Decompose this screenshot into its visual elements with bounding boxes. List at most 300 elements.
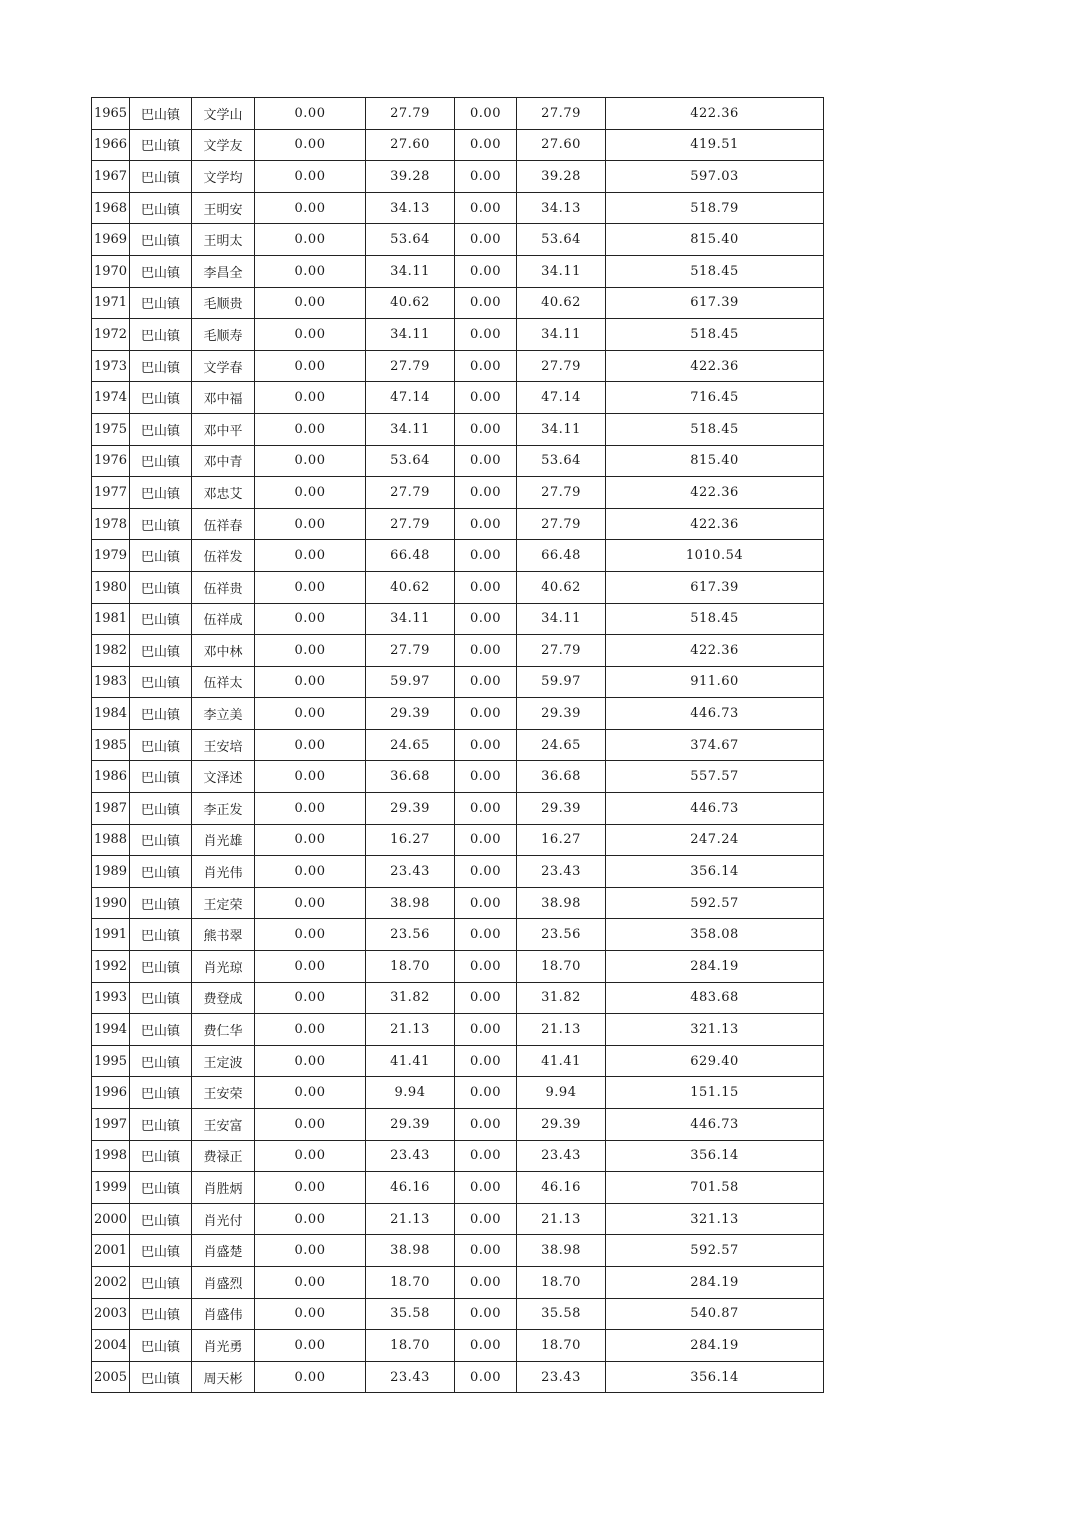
row-number-cell: 1993 — [92, 982, 130, 1014]
name-cell: 肖光伟 — [192, 856, 255, 888]
value-cell-1: 0.00 — [255, 824, 366, 856]
value-cell-4: 40.62 — [517, 287, 606, 319]
value-cell-1: 0.00 — [255, 1235, 366, 1267]
name-cell: 王明安 — [192, 192, 255, 224]
name-cell: 邓中平 — [192, 413, 255, 445]
value-cell-4: 23.43 — [517, 1361, 606, 1393]
value-cell-5: 422.36 — [606, 508, 824, 540]
table-row — [92, 413, 824, 445]
value-cell-5: 422.36 — [606, 477, 824, 509]
row-number-cell: 1988 — [92, 824, 130, 856]
value-cell-2: 59.97 — [366, 666, 455, 698]
value-cell-4: 18.70 — [517, 951, 606, 983]
value-cell-3: 0.00 — [455, 571, 517, 603]
town-cell: 巴山镇 — [130, 1298, 192, 1330]
value-cell-2: 34.13 — [366, 192, 455, 224]
row-number-cell: 1965 — [92, 98, 130, 130]
value-cell-4: 31.82 — [517, 982, 606, 1014]
table-row — [92, 508, 824, 540]
value-cell-5: 701.58 — [606, 1172, 824, 1204]
row-number-cell: 1990 — [92, 887, 130, 919]
town-cell: 巴山镇 — [130, 571, 192, 603]
town-cell: 巴山镇 — [130, 887, 192, 919]
value-cell-4: 41.41 — [517, 1045, 606, 1077]
value-cell-4: 23.43 — [517, 1140, 606, 1172]
town-cell: 巴山镇 — [130, 1077, 192, 1109]
table-row — [92, 1266, 824, 1298]
value-cell-5: 597.03 — [606, 161, 824, 193]
name-cell: 李正发 — [192, 793, 255, 825]
name-cell: 费登成 — [192, 982, 255, 1014]
value-cell-2: 29.39 — [366, 698, 455, 730]
table-row — [92, 1298, 824, 1330]
value-cell-2: 23.43 — [366, 1361, 455, 1393]
value-cell-3: 0.00 — [455, 382, 517, 414]
table-row — [92, 1361, 824, 1393]
town-cell: 巴山镇 — [130, 729, 192, 761]
value-cell-3: 0.00 — [455, 729, 517, 761]
value-cell-2: 34.11 — [366, 319, 455, 351]
value-cell-1: 0.00 — [255, 1172, 366, 1204]
row-number-cell: 2002 — [92, 1266, 130, 1298]
table-row — [92, 793, 824, 825]
name-cell: 熊书翠 — [192, 919, 255, 951]
table-row — [92, 951, 824, 983]
value-cell-3: 0.00 — [455, 129, 517, 161]
value-cell-2: 27.79 — [366, 350, 455, 382]
value-cell-3: 0.00 — [455, 761, 517, 793]
row-number-cell: 2004 — [92, 1330, 130, 1362]
row-number-cell: 1995 — [92, 1045, 130, 1077]
value-cell-1: 0.00 — [255, 1045, 366, 1077]
row-number-cell: 1989 — [92, 856, 130, 888]
value-cell-1: 0.00 — [255, 382, 366, 414]
value-cell-1: 0.00 — [255, 1203, 366, 1235]
value-cell-2: 16.27 — [366, 824, 455, 856]
table-row — [92, 982, 824, 1014]
value-cell-2: 23.43 — [366, 856, 455, 888]
town-cell: 巴山镇 — [130, 1266, 192, 1298]
value-cell-3: 0.00 — [455, 1172, 517, 1204]
row-number-cell: 1979 — [92, 540, 130, 572]
value-cell-5: 540.87 — [606, 1298, 824, 1330]
value-cell-4: 36.68 — [517, 761, 606, 793]
row-number-cell: 1970 — [92, 255, 130, 287]
row-number-cell: 2005 — [92, 1361, 130, 1393]
value-cell-1: 0.00 — [255, 540, 366, 572]
value-cell-2: 27.60 — [366, 129, 455, 161]
value-cell-4: 66.48 — [517, 540, 606, 572]
value-cell-2: 27.79 — [366, 635, 455, 667]
table-row — [92, 1140, 824, 1172]
value-cell-1: 0.00 — [255, 982, 366, 1014]
town-cell: 巴山镇 — [130, 382, 192, 414]
row-number-cell: 1980 — [92, 571, 130, 603]
value-cell-1: 0.00 — [255, 635, 366, 667]
value-cell-4: 59.97 — [517, 666, 606, 698]
town-cell: 巴山镇 — [130, 161, 192, 193]
table-row — [92, 1045, 824, 1077]
name-cell: 邓中福 — [192, 382, 255, 414]
value-cell-5: 592.57 — [606, 1235, 824, 1267]
value-cell-1: 0.00 — [255, 413, 366, 445]
value-cell-5: 321.13 — [606, 1203, 824, 1235]
table-row — [92, 698, 824, 730]
row-number-cell: 1982 — [92, 635, 130, 667]
value-cell-2: 35.58 — [366, 1298, 455, 1330]
row-number-cell: 1971 — [92, 287, 130, 319]
table-row — [92, 98, 824, 130]
value-cell-1: 0.00 — [255, 1361, 366, 1393]
value-cell-4: 53.64 — [517, 224, 606, 256]
value-cell-3: 0.00 — [455, 1109, 517, 1141]
value-cell-1: 0.00 — [255, 287, 366, 319]
value-cell-5: 356.14 — [606, 1140, 824, 1172]
value-cell-2: 34.11 — [366, 603, 455, 635]
value-cell-4: 29.39 — [517, 1109, 606, 1141]
value-cell-1: 0.00 — [255, 445, 366, 477]
value-cell-2: 27.79 — [366, 508, 455, 540]
value-cell-4: 27.79 — [517, 635, 606, 667]
town-cell: 巴山镇 — [130, 635, 192, 667]
table-row — [92, 540, 824, 572]
value-cell-4: 24.65 — [517, 729, 606, 761]
value-cell-4: 18.70 — [517, 1266, 606, 1298]
value-cell-5: 716.45 — [606, 382, 824, 414]
value-cell-3: 0.00 — [455, 477, 517, 509]
value-cell-2: 36.68 — [366, 761, 455, 793]
name-cell: 肖光付 — [192, 1203, 255, 1235]
table-row — [92, 350, 824, 382]
value-cell-3: 0.00 — [455, 1077, 517, 1109]
row-number-cell: 1986 — [92, 761, 130, 793]
row-number-cell: 1991 — [92, 919, 130, 951]
table-row — [92, 224, 824, 256]
town-cell: 巴山镇 — [130, 1109, 192, 1141]
value-cell-2: 27.79 — [366, 98, 455, 130]
value-cell-3: 0.00 — [455, 1330, 517, 1362]
row-number-cell: 1974 — [92, 382, 130, 414]
row-number-cell: 1983 — [92, 666, 130, 698]
value-cell-2: 31.82 — [366, 982, 455, 1014]
row-number-cell: 1969 — [92, 224, 130, 256]
name-cell: 邓中林 — [192, 635, 255, 667]
value-cell-5: 557.57 — [606, 761, 824, 793]
value-cell-3: 0.00 — [455, 540, 517, 572]
row-number-cell: 1999 — [92, 1172, 130, 1204]
table-row — [92, 887, 824, 919]
row-number-cell: 1976 — [92, 445, 130, 477]
value-cell-3: 0.00 — [455, 161, 517, 193]
name-cell: 王定荣 — [192, 887, 255, 919]
value-cell-3: 0.00 — [455, 919, 517, 951]
value-cell-1: 0.00 — [255, 666, 366, 698]
value-cell-3: 0.00 — [455, 508, 517, 540]
value-cell-2: 53.64 — [366, 224, 455, 256]
value-cell-5: 446.73 — [606, 793, 824, 825]
table-row — [92, 255, 824, 287]
value-cell-5: 1010.54 — [606, 540, 824, 572]
value-cell-4: 29.39 — [517, 698, 606, 730]
value-cell-4: 34.11 — [517, 413, 606, 445]
row-number-cell: 1981 — [92, 603, 130, 635]
value-cell-2: 66.48 — [366, 540, 455, 572]
value-cell-1: 0.00 — [255, 887, 366, 919]
value-cell-2: 27.79 — [366, 477, 455, 509]
table-row — [92, 729, 824, 761]
name-cell: 费禄正 — [192, 1140, 255, 1172]
town-cell: 巴山镇 — [130, 319, 192, 351]
table-row — [92, 856, 824, 888]
value-cell-3: 0.00 — [455, 856, 517, 888]
value-cell-1: 0.00 — [255, 856, 366, 888]
value-cell-4: 46.16 — [517, 1172, 606, 1204]
name-cell: 伍祥发 — [192, 540, 255, 572]
value-cell-4: 18.70 — [517, 1330, 606, 1362]
value-cell-1: 0.00 — [255, 1298, 366, 1330]
name-cell: 文学山 — [192, 98, 255, 130]
town-cell: 巴山镇 — [130, 1014, 192, 1046]
town-cell: 巴山镇 — [130, 1330, 192, 1362]
value-cell-5: 483.68 — [606, 982, 824, 1014]
table-row — [92, 1330, 824, 1362]
row-number-cell: 1966 — [92, 129, 130, 161]
name-cell: 李昌全 — [192, 255, 255, 287]
table-row — [92, 319, 824, 351]
value-cell-3: 0.00 — [455, 319, 517, 351]
value-cell-2: 39.28 — [366, 161, 455, 193]
town-cell: 巴山镇 — [130, 255, 192, 287]
value-cell-2: 21.13 — [366, 1203, 455, 1235]
value-cell-5: 356.14 — [606, 1361, 824, 1393]
value-cell-5: 617.39 — [606, 287, 824, 319]
table-row — [92, 761, 824, 793]
value-cell-3: 0.00 — [455, 1266, 517, 1298]
value-cell-1: 0.00 — [255, 571, 366, 603]
row-number-cell: 1985 — [92, 729, 130, 761]
name-cell: 伍祥贵 — [192, 571, 255, 603]
name-cell: 王明太 — [192, 224, 255, 256]
row-number-cell: 2001 — [92, 1235, 130, 1267]
name-cell: 王定波 — [192, 1045, 255, 1077]
row-number-cell: 1997 — [92, 1109, 130, 1141]
value-cell-4: 16.27 — [517, 824, 606, 856]
value-cell-3: 0.00 — [455, 887, 517, 919]
town-cell: 巴山镇 — [130, 1203, 192, 1235]
town-cell: 巴山镇 — [130, 287, 192, 319]
value-cell-3: 0.00 — [455, 1140, 517, 1172]
row-number-cell: 1994 — [92, 1014, 130, 1046]
table-row — [92, 919, 824, 951]
value-cell-3: 0.00 — [455, 982, 517, 1014]
value-cell-3: 0.00 — [455, 224, 517, 256]
value-cell-4: 38.98 — [517, 1235, 606, 1267]
name-cell: 文学春 — [192, 350, 255, 382]
table-row — [92, 161, 824, 193]
value-cell-4: 39.28 — [517, 161, 606, 193]
name-cell: 肖盛楚 — [192, 1235, 255, 1267]
table-row — [92, 477, 824, 509]
value-cell-3: 0.00 — [455, 1014, 517, 1046]
table-row — [92, 382, 824, 414]
value-cell-3: 0.00 — [455, 1203, 517, 1235]
value-cell-5: 518.45 — [606, 255, 824, 287]
row-number-cell: 1998 — [92, 1140, 130, 1172]
value-cell-1: 0.00 — [255, 1330, 366, 1362]
value-cell-4: 27.79 — [517, 508, 606, 540]
value-cell-2: 18.70 — [366, 1330, 455, 1362]
value-cell-4: 21.13 — [517, 1014, 606, 1046]
town-cell: 巴山镇 — [130, 1361, 192, 1393]
town-cell: 巴山镇 — [130, 224, 192, 256]
value-cell-1: 0.00 — [255, 1266, 366, 1298]
value-cell-5: 358.08 — [606, 919, 824, 951]
value-cell-1: 0.00 — [255, 98, 366, 130]
value-cell-4: 27.79 — [517, 350, 606, 382]
value-cell-3: 0.00 — [455, 666, 517, 698]
table-row — [92, 1235, 824, 1267]
value-cell-2: 23.43 — [366, 1140, 455, 1172]
value-cell-1: 0.00 — [255, 319, 366, 351]
row-number-cell: 1972 — [92, 319, 130, 351]
value-cell-1: 0.00 — [255, 603, 366, 635]
name-cell: 毛顺贵 — [192, 287, 255, 319]
value-cell-5: 284.19 — [606, 1330, 824, 1362]
value-cell-2: 9.94 — [366, 1077, 455, 1109]
value-cell-5: 151.15 — [606, 1077, 824, 1109]
value-cell-1: 0.00 — [255, 793, 366, 825]
town-cell: 巴山镇 — [130, 793, 192, 825]
table-row — [92, 603, 824, 635]
value-cell-1: 0.00 — [255, 1140, 366, 1172]
table-row — [92, 824, 824, 856]
value-cell-3: 0.00 — [455, 255, 517, 287]
name-cell: 费仁华 — [192, 1014, 255, 1046]
row-number-cell: 1992 — [92, 951, 130, 983]
value-cell-5: 247.24 — [606, 824, 824, 856]
value-cell-1: 0.00 — [255, 129, 366, 161]
value-cell-4: 34.13 — [517, 192, 606, 224]
row-number-cell: 1977 — [92, 477, 130, 509]
table-row — [92, 635, 824, 667]
value-cell-3: 0.00 — [455, 1235, 517, 1267]
value-cell-4: 34.11 — [517, 319, 606, 351]
value-cell-1: 0.00 — [255, 729, 366, 761]
value-cell-2: 18.70 — [366, 1266, 455, 1298]
value-cell-5: 518.45 — [606, 319, 824, 351]
value-cell-5: 911.60 — [606, 666, 824, 698]
name-cell: 肖胜炳 — [192, 1172, 255, 1204]
table-row — [92, 666, 824, 698]
value-cell-5: 815.40 — [606, 224, 824, 256]
value-cell-4: 40.62 — [517, 571, 606, 603]
town-cell: 巴山镇 — [130, 1235, 192, 1267]
value-cell-5: 518.79 — [606, 192, 824, 224]
value-cell-4: 47.14 — [517, 382, 606, 414]
value-cell-1: 0.00 — [255, 255, 366, 287]
value-cell-5: 419.51 — [606, 129, 824, 161]
value-cell-2: 46.16 — [366, 1172, 455, 1204]
value-cell-3: 0.00 — [455, 1361, 517, 1393]
table-row — [92, 1077, 824, 1109]
value-cell-2: 21.13 — [366, 1014, 455, 1046]
value-cell-1: 0.00 — [255, 224, 366, 256]
value-cell-5: 446.73 — [606, 1109, 824, 1141]
town-cell: 巴山镇 — [130, 413, 192, 445]
name-cell: 伍祥春 — [192, 508, 255, 540]
name-cell: 文学友 — [192, 129, 255, 161]
value-cell-2: 23.56 — [366, 919, 455, 951]
value-cell-1: 0.00 — [255, 508, 366, 540]
name-cell: 肖光琼 — [192, 951, 255, 983]
value-cell-2: 29.39 — [366, 1109, 455, 1141]
town-cell: 巴山镇 — [130, 445, 192, 477]
town-cell: 巴山镇 — [130, 603, 192, 635]
value-cell-4: 34.11 — [517, 255, 606, 287]
value-cell-3: 0.00 — [455, 413, 517, 445]
name-cell: 毛顺寿 — [192, 319, 255, 351]
town-cell: 巴山镇 — [130, 982, 192, 1014]
value-cell-2: 41.41 — [366, 1045, 455, 1077]
name-cell: 肖盛烈 — [192, 1266, 255, 1298]
value-cell-2: 18.70 — [366, 951, 455, 983]
value-cell-1: 0.00 — [255, 477, 366, 509]
value-cell-5: 629.40 — [606, 1045, 824, 1077]
value-cell-2: 53.64 — [366, 445, 455, 477]
name-cell: 文泽述 — [192, 761, 255, 793]
value-cell-1: 0.00 — [255, 1014, 366, 1046]
town-cell: 巴山镇 — [130, 824, 192, 856]
row-number-cell: 1996 — [92, 1077, 130, 1109]
value-cell-4: 9.94 — [517, 1077, 606, 1109]
row-number-cell: 2000 — [92, 1203, 130, 1235]
town-cell: 巴山镇 — [130, 1045, 192, 1077]
value-cell-1: 0.00 — [255, 1077, 366, 1109]
town-cell: 巴山镇 — [130, 951, 192, 983]
value-cell-3: 0.00 — [455, 698, 517, 730]
value-cell-2: 34.11 — [366, 255, 455, 287]
value-cell-3: 0.00 — [455, 951, 517, 983]
value-cell-3: 0.00 — [455, 1045, 517, 1077]
value-cell-3: 0.00 — [455, 98, 517, 130]
town-cell: 巴山镇 — [130, 856, 192, 888]
data-table — [91, 97, 824, 1393]
value-cell-1: 0.00 — [255, 1109, 366, 1141]
value-cell-2: 29.39 — [366, 793, 455, 825]
value-cell-2: 24.65 — [366, 729, 455, 761]
town-cell: 巴山镇 — [130, 666, 192, 698]
value-cell-5: 284.19 — [606, 1266, 824, 1298]
value-cell-4: 23.56 — [517, 919, 606, 951]
value-cell-1: 0.00 — [255, 350, 366, 382]
value-cell-2: 38.98 — [366, 1235, 455, 1267]
value-cell-4: 23.43 — [517, 856, 606, 888]
value-cell-2: 38.98 — [366, 887, 455, 919]
town-cell: 巴山镇 — [130, 1172, 192, 1204]
table-row — [92, 1203, 824, 1235]
name-cell: 肖光勇 — [192, 1330, 255, 1362]
row-number-cell: 1984 — [92, 698, 130, 730]
value-cell-4: 27.79 — [517, 477, 606, 509]
row-number-cell: 1975 — [92, 413, 130, 445]
value-cell-3: 0.00 — [455, 635, 517, 667]
name-cell: 肖光雄 — [192, 824, 255, 856]
table-body — [92, 98, 824, 1393]
value-cell-2: 34.11 — [366, 413, 455, 445]
value-cell-3: 0.00 — [455, 192, 517, 224]
table-row — [92, 445, 824, 477]
value-cell-4: 27.60 — [517, 129, 606, 161]
